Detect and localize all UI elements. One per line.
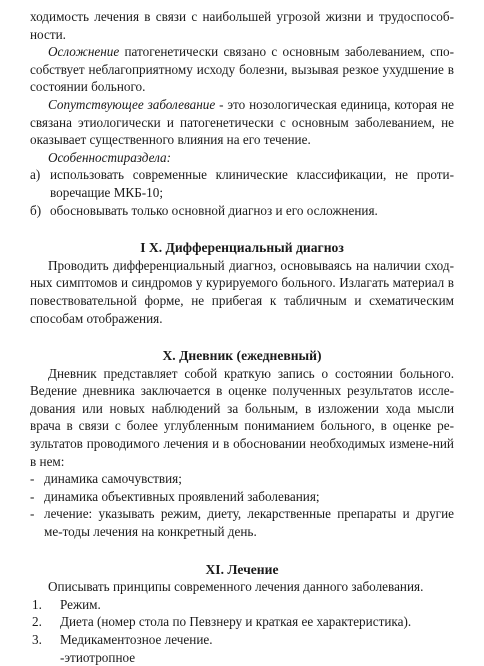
list-marker: 2. [32,614,42,630]
concomitant-text: - это нозологическая единица, которая не связана этиологически и патогенетически с основным заболеванием, не оказывает существенного влияния на его течение. [30,96,454,148]
list-item-text: лечение: указывать режим, диету, лекарственные препараты и другие ме-тоды лечения на конкретный день. [44,506,454,540]
list-item-text: использовать современные клинические классификации, не проти-воречащие МКБ-10; [50,167,454,200]
list-marker: - [30,471,35,487]
concomitant-paragraph [30,96,454,149]
list-item [30,202,454,220]
list-item [30,505,454,540]
list-item-text: Диета (номер стола по Певзнеру и краткая ее характеристика). [60,614,412,630]
treatment-list [30,596,454,666]
list-item-text: динамика самочувствия; [44,471,182,487]
complication-paragraph [30,43,454,96]
concomitant-term: Сопутствующее заболевание [48,96,216,112]
list-item-text: обосновывать только основной диагноз и его осложнения. [50,202,378,218]
list-item-text: Режим. [60,596,101,612]
features-label: Особенностираздела: [48,149,172,165]
complication-term: Осложнение [48,44,120,60]
sub-item-etiotropic: -этиотропное [60,649,136,665]
section-9-paragraph: Проводить дифференциальный диагноз, основываясь на наличии сход-ных симптомов и синдромов у курируемого больного. Излагать материал в повествовательной форме, не прибегая к табличным и схематическим способам отображения. [30,257,454,326]
list-marker: 1. [32,596,42,612]
list-item [30,166,454,201]
list-marker: 3. [32,632,42,647]
list-marker: б) [30,202,42,218]
diary-list [30,470,454,540]
intro-continuation: ходимость лечения в связи с наибольшей угрозой жизни и трудоспособ-ности. [30,9,454,42]
list-item [30,613,454,631]
list-item [30,470,454,488]
list-item [30,488,454,506]
features-list [30,166,454,219]
list-item-text: динамика объективных проявлений заболевания; [44,488,320,504]
list-marker: а) [30,167,41,183]
section-11-paragraph: Описывать принципы современного лечения данного заболевания. [48,579,424,595]
list-marker: - [30,506,35,522]
list-marker: - [30,488,35,504]
list-item-text: Медикаментозное лечение. [60,632,213,647]
section-10-paragraph: Дневник представляет собой краткую запись о состоянии больного. Ведение дневника заключается в оценке полученных результатов иссле-дования или новых наблюдений за больным, в изложении хода мысли врача в связи с более углубленным пониманием больного, в оценке ре-зультатов проводимого лечения и в обосновании необходимых измене-ний в нем: [30,365,454,469]
section-10-heading: X. Дневник (ежедневный) [162,348,322,364]
complication-text: патогенетически связано с основным заболеванием, спо-собствует неблагоприятному исходу болезни, вызывая резкое ухудшение в состоянии больного. [30,44,454,95]
section-11-heading: XI. Лечение [205,561,279,577]
list-item [30,596,454,614]
section-9-heading: I X. Дифференциальный диагноз [140,240,344,256]
list-item [30,631,454,649]
